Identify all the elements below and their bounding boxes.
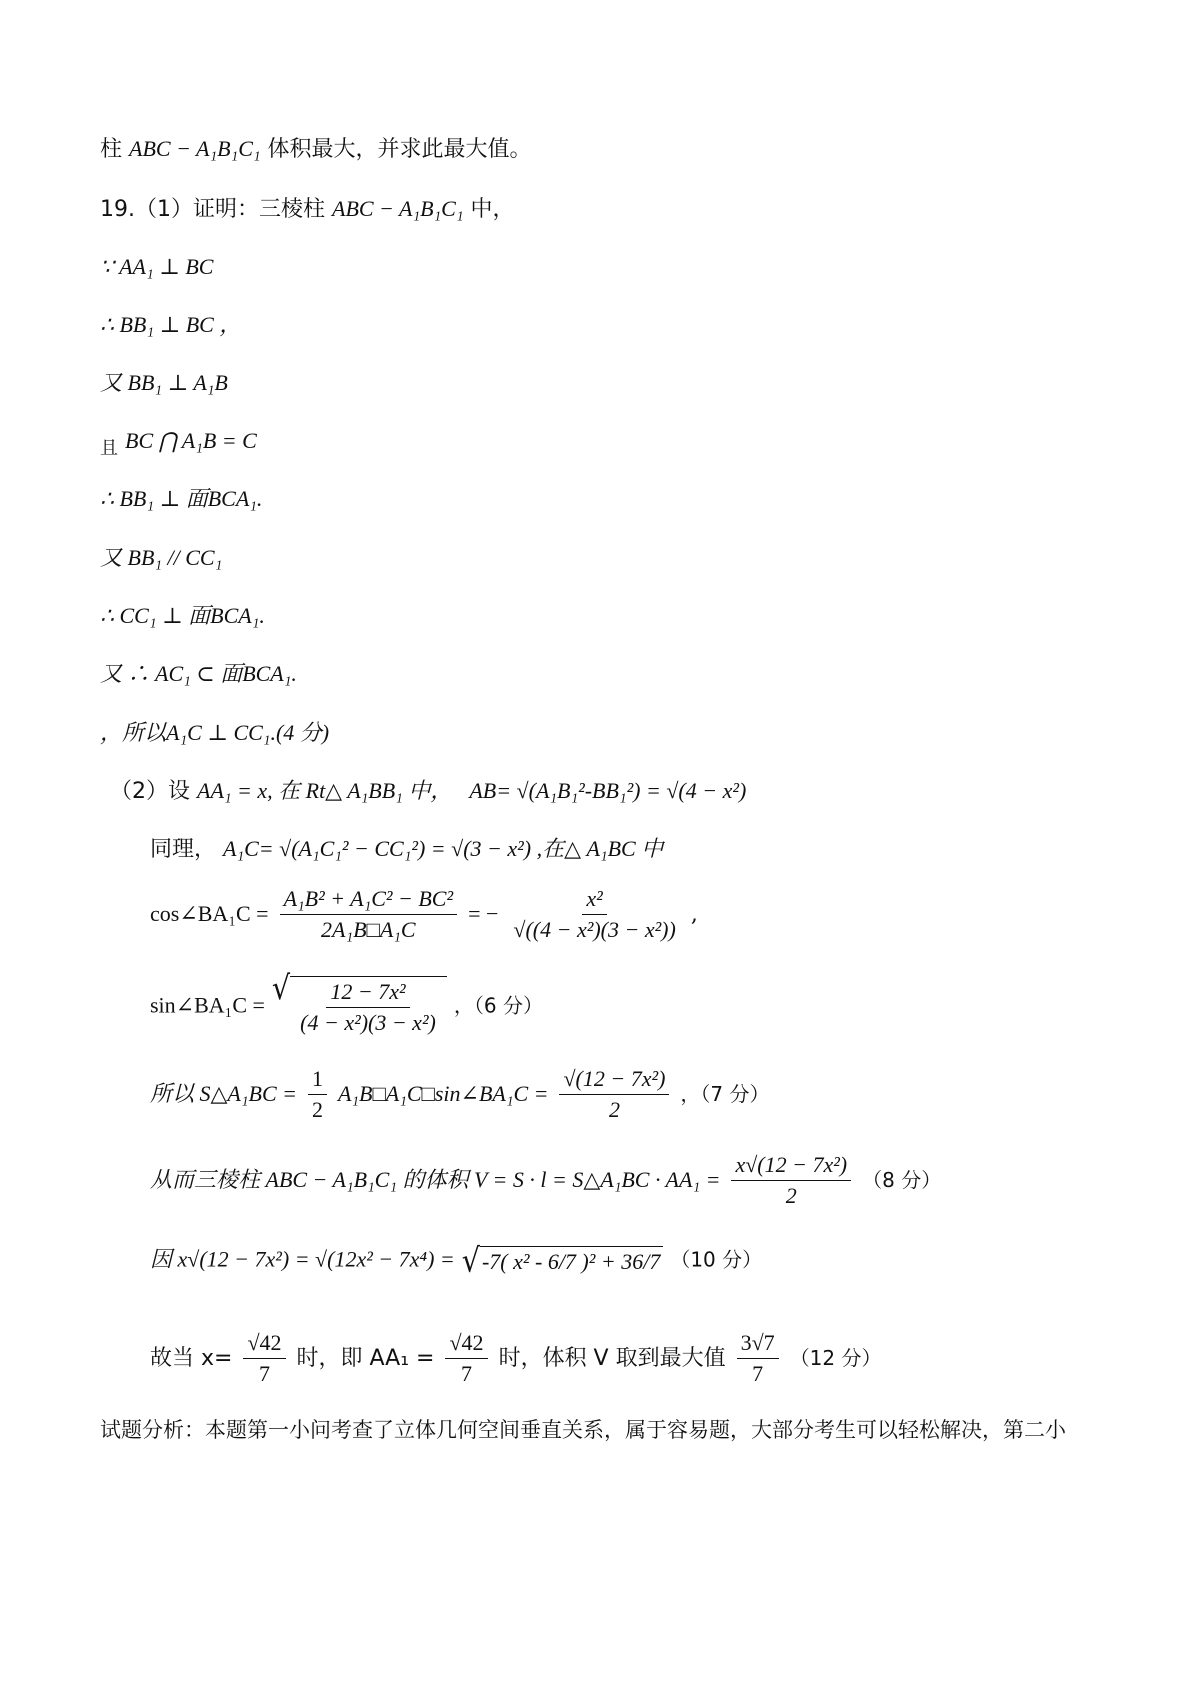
step-4-text: BC ⋂ A₁B = C <box>125 428 257 453</box>
part2-same-a: A₁C= √(A₁C₁² − CC₁²) = √(3 − x²) ,在△ A₁BC 中 <box>223 836 664 861</box>
cos-num-1: A₁B² + A₁C² − BC² <box>280 886 457 915</box>
area-den: 2 <box>608 1097 620 1123</box>
step-4 <box>100 428 257 460</box>
conclusion-den-1: 7 <box>258 1361 270 1387</box>
sin-points: ，（6 分） <box>453 993 543 1018</box>
intro-prefix: 柱 <box>100 137 123 162</box>
area-mid: A₁B□A₁C□sin∠BA₁C = <box>337 1080 549 1106</box>
cos-num-2: x² <box>582 886 606 915</box>
step-2: ∴ BB₁ ⊥ BC ， <box>100 312 242 337</box>
part2-b: AB= √(A₁B₁²-BB₁²) = √(4 − x²) <box>469 778 747 803</box>
sqrt-icon: √ <box>271 967 291 1008</box>
step-7: ∴ CC₁ ⊥ 面BCA₁. <box>100 603 265 628</box>
part2-same-intro: 同理， <box>150 837 217 862</box>
cos-den-2: √((4 − x²)(3 − x²)) <box>513 917 676 943</box>
cos-fraction-1 <box>280 886 457 944</box>
because-line <box>150 1240 763 1280</box>
conclusion-line <box>150 1330 882 1388</box>
conclusion-num-2: √42 <box>445 1330 487 1359</box>
part2-a: AA₁ = x, 在 Rt△ A₁BB₁ 中， <box>197 778 453 803</box>
volume-den: 2 <box>785 1183 797 1209</box>
step-9: ，所以A₁C ⊥ CC₁.(4 分) <box>100 720 330 745</box>
conclusion-frac-1 <box>243 1330 285 1388</box>
conclusion-a: 故当 x= <box>150 1345 233 1371</box>
cos-line <box>150 886 698 944</box>
conclusion-num-3: 3√7 <box>737 1330 779 1359</box>
part2-intro-line <box>110 778 746 805</box>
cos-fraction-2 <box>509 886 679 944</box>
cos-end: , <box>690 901 698 927</box>
volume-line <box>150 1152 941 1210</box>
conclusion-num-1: √42 <box>243 1330 285 1359</box>
analysis-text: 试题分析：本题第一小问考查了立体几何空间垂直关系，属于容易题，大部分考生可以轻松解决，第二小 <box>100 1418 1066 1442</box>
conclusion-den-2: 7 <box>461 1361 473 1387</box>
step-5: ∴ BB₁ ⊥ 面BCA₁. <box>100 486 263 511</box>
volume-points: （8 分） <box>862 1167 942 1192</box>
cos-den-1: 2A₁B□A₁C <box>321 917 416 943</box>
conclusion-c: 时，体积 V 取到最大值 <box>498 1345 726 1371</box>
area-fraction <box>559 1066 669 1124</box>
conclusion-den-3: 7 <box>752 1361 764 1387</box>
step-1: ∵ AA₁ ⊥ BC <box>100 254 214 279</box>
intro-expr: ABC − A₁B₁C₁ <box>129 136 261 161</box>
conclusion-frac-3 <box>737 1330 779 1388</box>
because-sqrt <box>461 1240 664 1280</box>
intro-suffix: 体积最大，并求此最大值。 <box>267 137 532 162</box>
area-half-num: 1 <box>308 1066 327 1095</box>
cos-eq: = − <box>468 900 499 926</box>
area-half <box>308 1066 327 1124</box>
area-half-den: 2 <box>311 1097 323 1123</box>
q19-heading <box>100 196 515 223</box>
step-4-prefix: 且 <box>100 438 118 459</box>
conclusion-points: （12 分） <box>789 1345 882 1370</box>
because-points: （10 分） <box>670 1247 763 1272</box>
sin-fraction <box>296 979 440 1037</box>
q19-label: 19.（1）证明：三棱柱 <box>100 197 325 222</box>
conclusion-b: 时，即 AA₁ = <box>296 1345 435 1371</box>
area-points: ，（7 分） <box>680 1081 770 1106</box>
part2-intro: （2）设 <box>110 779 190 804</box>
conclusion-frac-2 <box>445 1330 487 1388</box>
intro-line <box>100 136 532 163</box>
area-line <box>150 1066 770 1124</box>
step-8: 又 ∴ AC₁ ⊂ 面BCA₁. <box>100 661 297 686</box>
step-3: 又 BB₁ ⊥ A₁B <box>100 370 228 395</box>
q19-tail: 中， <box>470 197 515 222</box>
cos-label: cos∠BA₁C = <box>150 900 269 926</box>
area-label: 所以 S△A₁BC = <box>150 1080 297 1106</box>
volume-num: x√(12 − 7x²) <box>731 1152 851 1181</box>
volume-label: 从而三棱柱 ABC − A₁B₁C₁ 的体积 V = S · l = S△A₁BC · AA₁ = <box>150 1166 721 1192</box>
sin-den: (4 − x²)(3 − x²) <box>300 1010 436 1036</box>
step-6: 又 BB₁ // CC₁ <box>100 545 223 570</box>
sin-num: 12 − 7x² <box>326 979 409 1008</box>
sin-line <box>150 967 543 1037</box>
part2-same-line <box>150 836 663 863</box>
sin-label: sin∠BA₁C = <box>150 992 265 1018</box>
sin-sqrt <box>271 967 447 1037</box>
sqrt-icon: √ <box>461 1240 480 1280</box>
area-num: √(12 − 7x²) <box>559 1066 669 1095</box>
because-inner: -7( x² - 6/7 )² + 36/7 <box>480 1246 663 1275</box>
volume-fraction <box>731 1152 851 1210</box>
q19-expr: ABC − A₁B₁C₁ <box>332 196 464 221</box>
because-label: 因 x√(12 − 7x²) = √(12x² − 7x⁴) = <box>150 1246 455 1272</box>
